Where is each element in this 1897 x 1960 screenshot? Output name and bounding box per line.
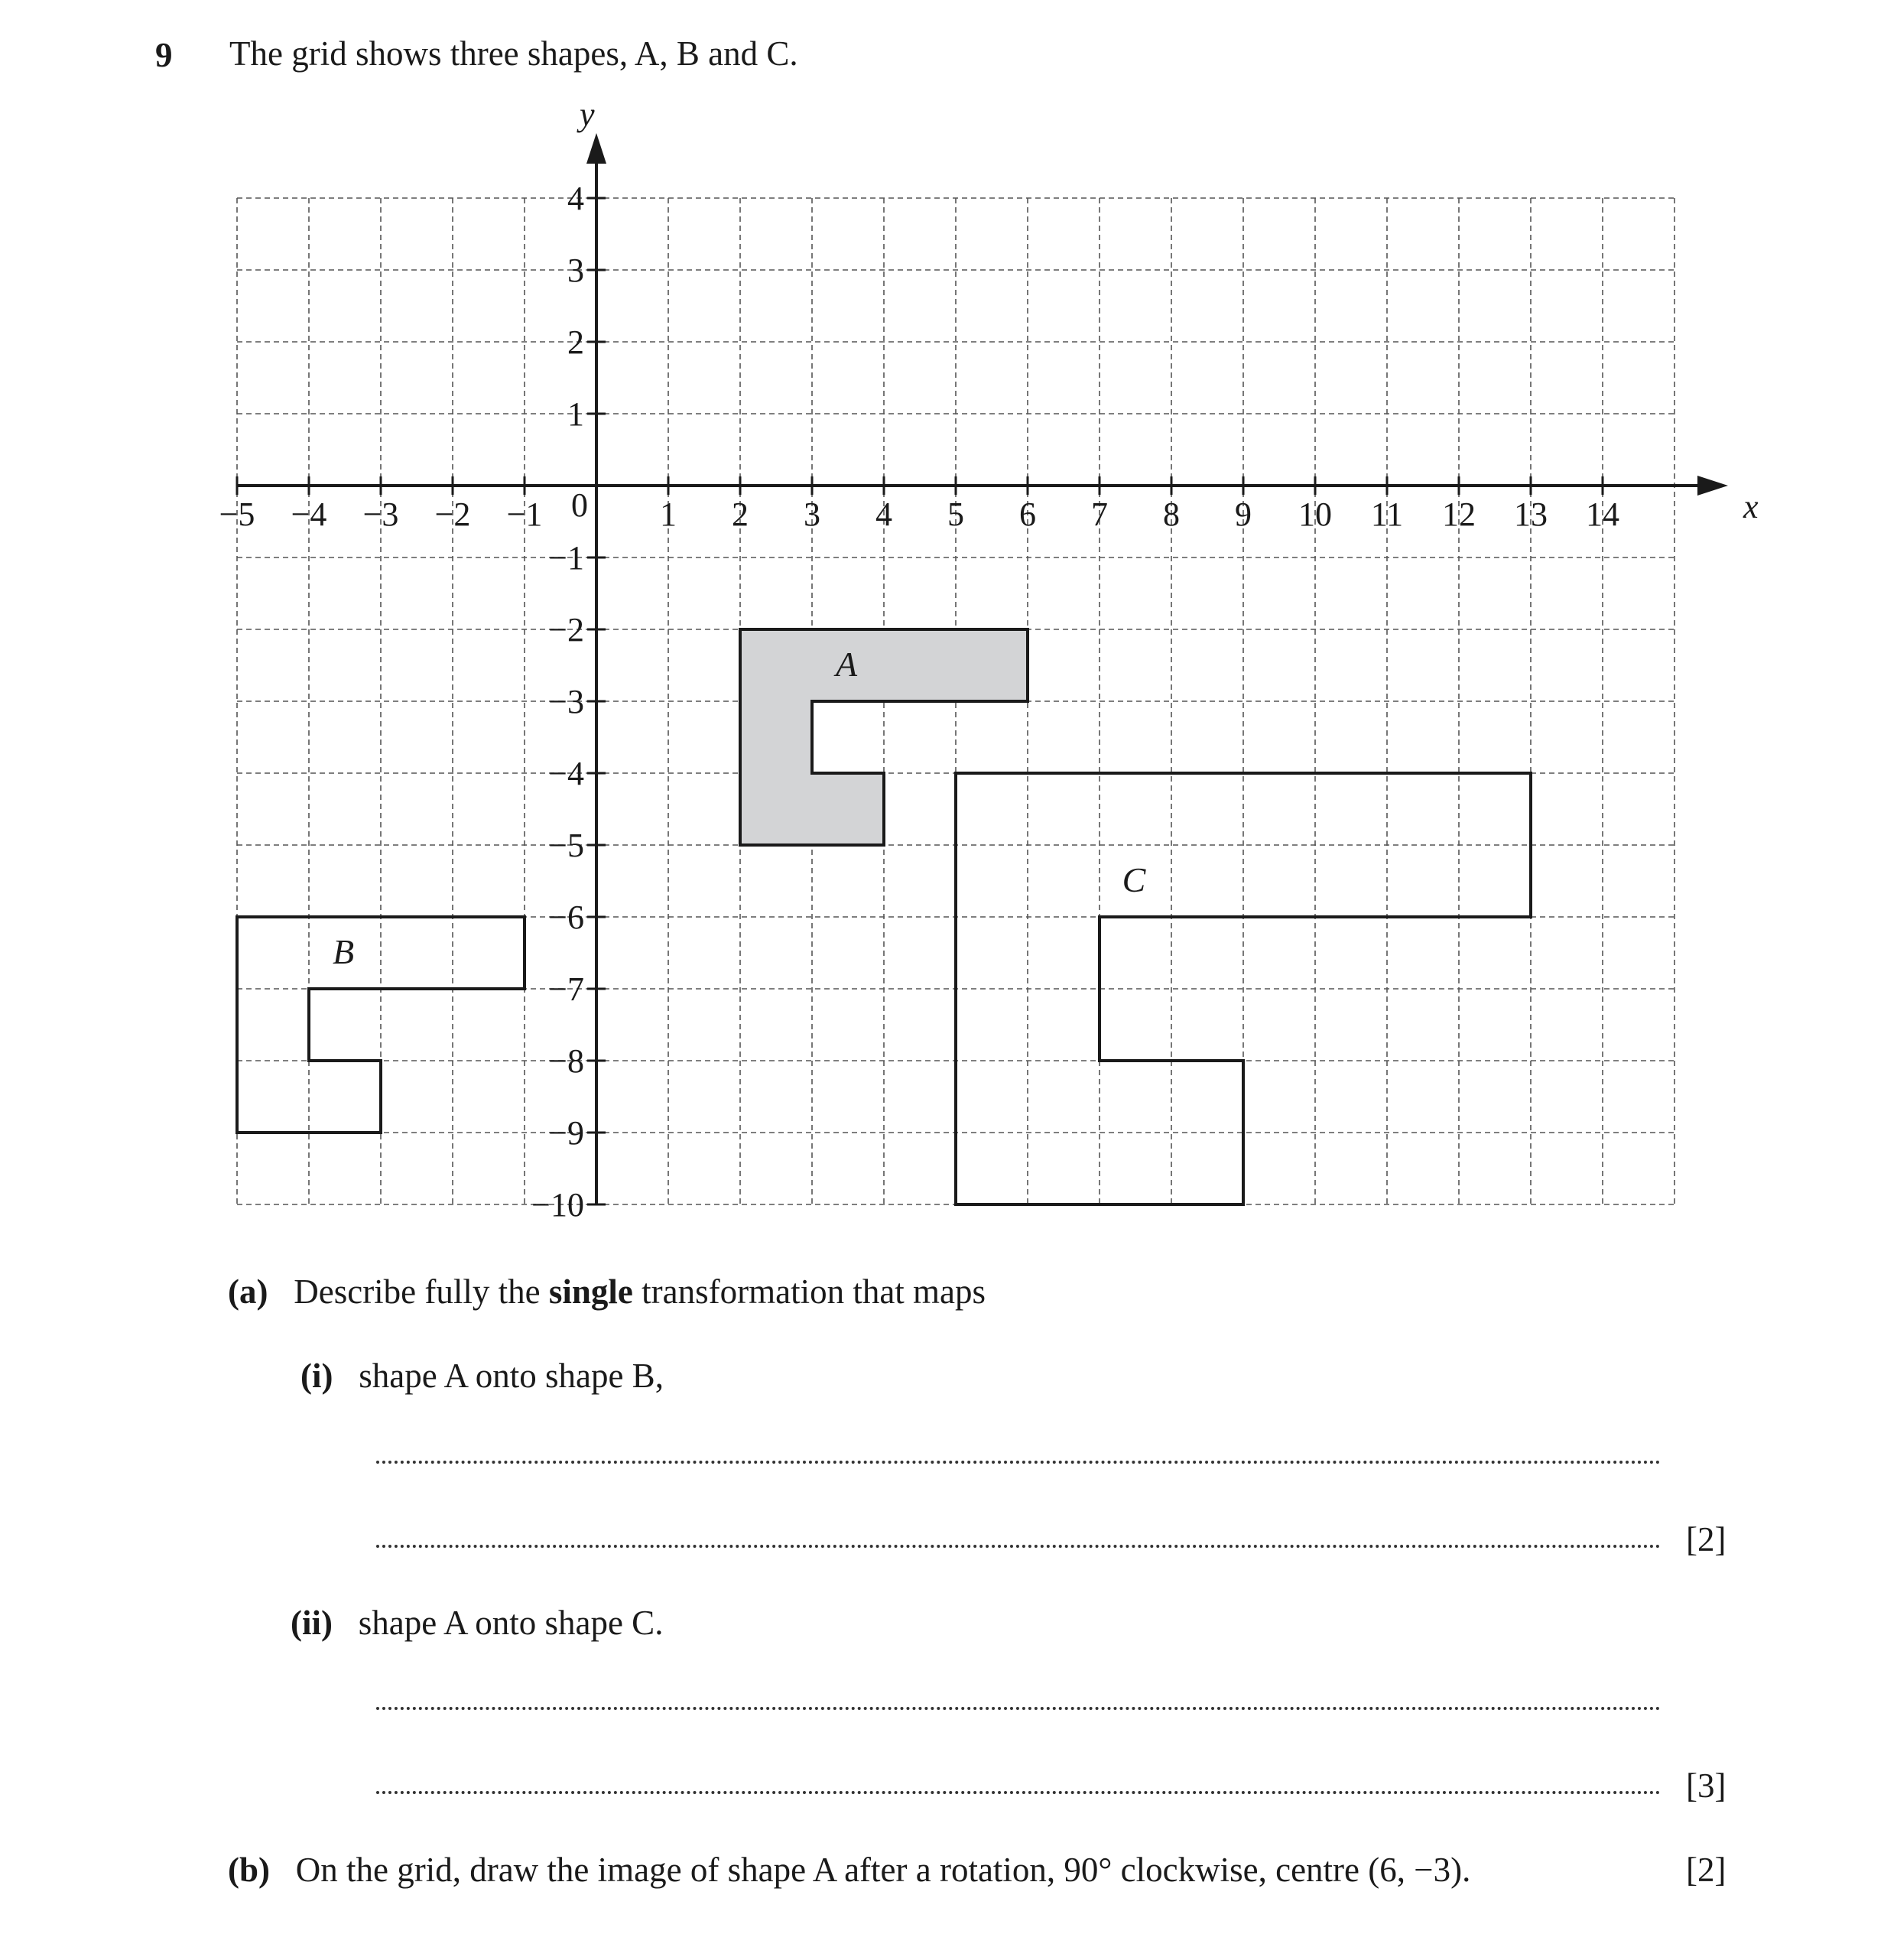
part-a-i-text: shape A onto shape B,	[359, 1357, 664, 1395]
x-tick-label: 0	[571, 486, 588, 524]
marks-a-i: [2]	[1686, 1520, 1726, 1559]
y-tick-label: 4	[567, 180, 584, 217]
question-stem: The grid shows three shapes, A, B and C.	[229, 34, 798, 73]
x-tick-label: 3	[804, 496, 820, 533]
x-tick-label: 5	[947, 496, 964, 533]
x-tick-label: 12	[1442, 496, 1476, 533]
part-b-prompt	[228, 1850, 1470, 1890]
answer-line-a-i-1[interactable]	[376, 1461, 1661, 1464]
part-a-label: (a)	[228, 1273, 268, 1311]
x-tick-label: 9	[1235, 496, 1252, 533]
x-tick-label: −1	[506, 496, 543, 533]
y-tick-label: −6	[548, 899, 584, 936]
y-tick-label: 3	[567, 252, 584, 289]
x-tick-label: 4	[875, 496, 892, 533]
x-tick-label: 11	[1370, 496, 1404, 533]
part-a-i-label: (i)	[300, 1357, 333, 1395]
x-tick-label: 8	[1163, 496, 1180, 533]
marks-a-ii: [3]	[1686, 1767, 1726, 1805]
y-axis-arrow	[586, 133, 606, 164]
part-a-ii-prompt	[291, 1603, 663, 1643]
x-tick-label: 6	[1019, 496, 1036, 533]
y-tick-label: −4	[548, 755, 584, 792]
x-tick-label: 10	[1298, 496, 1332, 533]
y-tick-label: −7	[548, 970, 584, 1008]
answer-line-a-ii-1[interactable]	[376, 1707, 1661, 1710]
shape-label-b: B	[332, 932, 355, 971]
x-tick-label: −2	[434, 496, 471, 533]
question-number: 9	[155, 36, 173, 74]
x-tick-label: 13	[1514, 496, 1548, 533]
y-tick-label: 2	[567, 323, 584, 361]
x-tick-label: 7	[1091, 496, 1108, 533]
x-axis-arrow	[1697, 476, 1728, 496]
part-a-prompt	[228, 1272, 986, 1312]
part-b-text: On the grid, draw the image of shape A after a rotation, 90° clockwise, centre (6, −3).	[295, 1851, 1471, 1889]
shape-label-c: C	[1122, 860, 1146, 899]
y-tick-label: −8	[548, 1042, 584, 1080]
y-tick-label: 1	[567, 395, 584, 433]
y-tick-label: −10	[531, 1186, 584, 1224]
part-a-prompt-start: Describe fully the	[294, 1273, 541, 1311]
shape-a	[740, 629, 1028, 845]
x-tick-label: 14	[1586, 496, 1619, 533]
answer-line-a-ii-2[interactable]	[376, 1791, 1661, 1794]
y-tick-label: −5	[548, 827, 584, 864]
x-tick-label: −5	[219, 496, 255, 533]
marks-b: [2]	[1686, 1851, 1726, 1889]
x-axis-label: x	[1743, 488, 1759, 525]
part-a-prompt-end: transformation that maps	[642, 1273, 986, 1311]
x-tick-label: 1	[660, 496, 677, 533]
part-b-label: (b)	[228, 1851, 270, 1889]
y-tick-label: −2	[548, 611, 584, 648]
x-tick-label: 2	[732, 496, 749, 533]
y-tick-label: −3	[548, 683, 584, 720]
y-tick-label: −9	[548, 1114, 584, 1152]
y-tick-label: −1	[548, 539, 584, 577]
x-tick-label: −4	[291, 496, 327, 533]
y-axis-label: y	[580, 96, 595, 133]
part-a-i-prompt	[300, 1356, 664, 1396]
x-tick-label: −3	[362, 496, 399, 533]
part-a-ii-label: (ii)	[291, 1604, 333, 1642]
shape-label-a: A	[835, 645, 858, 684]
part-a-prompt-bold: single	[548, 1273, 633, 1311]
part-a-ii-text: shape A onto shape C.	[358, 1604, 664, 1642]
answer-line-a-i-2[interactable]	[376, 1545, 1661, 1548]
